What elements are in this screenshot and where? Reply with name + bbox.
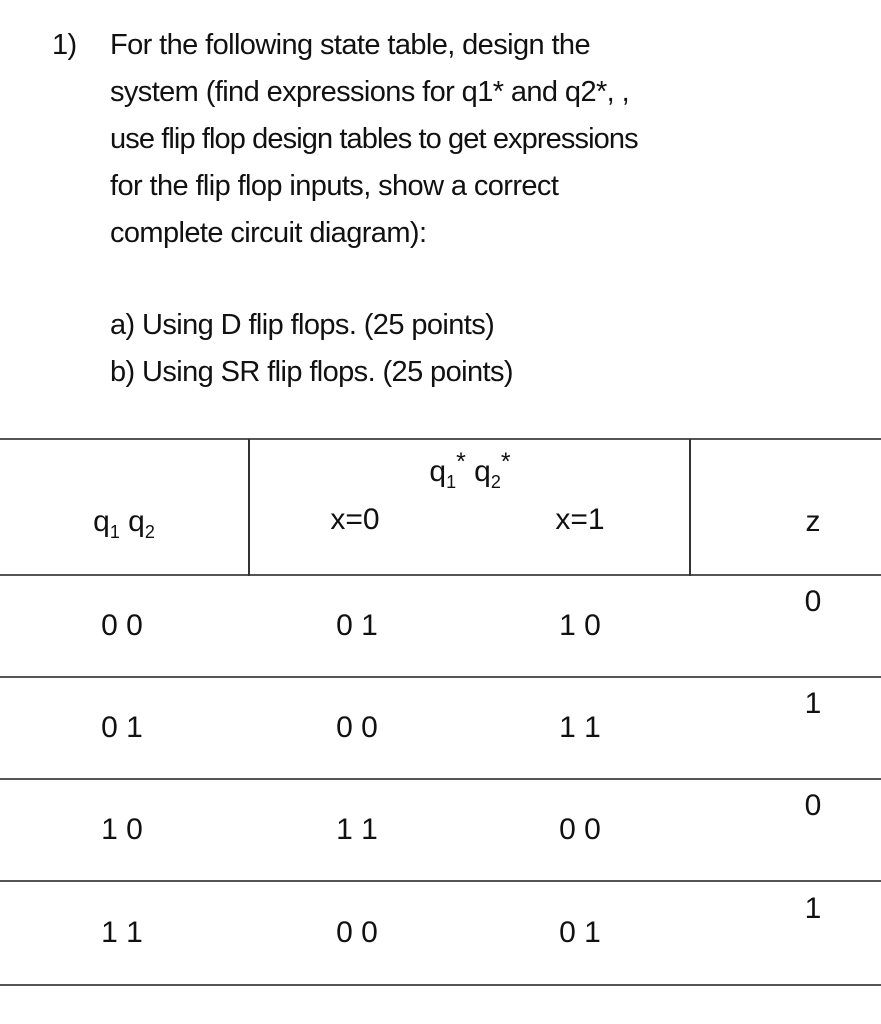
q2-symbol: q (474, 455, 491, 488)
z-cell: 0 (804, 789, 822, 822)
question-line: For the following state table, design the (110, 29, 590, 61)
header-present-state (93, 505, 155, 543)
q2-star: * (500, 448, 511, 476)
state-cell: 0 0 (101, 609, 143, 642)
x0-cell: 1 1 (336, 813, 378, 846)
q1-symbol: q (429, 455, 447, 488)
question-line: system (find expressions for q1* and q2*, , (110, 76, 630, 108)
question-text (110, 22, 638, 257)
z-cell: 1 (804, 892, 822, 925)
q1-subscript: 1 (109, 522, 120, 542)
table-rule (0, 574, 881, 576)
q1-symbol: q (93, 505, 110, 538)
state-cell: 1 1 (101, 916, 143, 949)
x1-cell: 0 0 (559, 813, 601, 846)
z-cell: 0 (804, 585, 822, 618)
x0-cell: 0 1 (336, 609, 378, 642)
q2-subscript: 2 (490, 472, 501, 492)
part-b: b) Using SR flip flops. (25 points) (110, 356, 513, 388)
table-rule (0, 984, 881, 986)
part-a: a) Using D flip flops. (25 points) (110, 309, 495, 341)
table-rule (0, 438, 881, 440)
x0-cell: 0 0 (336, 711, 378, 744)
question-line: use flip flop design tables to get expressions (110, 123, 638, 155)
x1-cell: 0 1 (559, 916, 601, 949)
header-z: z (805, 505, 821, 538)
question-parts (110, 302, 513, 396)
question-line: complete circuit diagram): (110, 217, 427, 249)
table-divider (689, 439, 691, 576)
state-cell: 0 1 (101, 711, 143, 744)
question-line: for the flip flop inputs, show a correct (110, 170, 559, 202)
x1-cell: 1 0 (559, 609, 601, 642)
header-x1: x=1 (555, 503, 605, 536)
q1-star: * (456, 448, 466, 476)
table-rule (0, 676, 881, 678)
q2-symbol: q (128, 505, 145, 538)
header-next-state (429, 448, 510, 493)
header-x0: x=0 (330, 503, 380, 536)
table-rule (0, 880, 881, 882)
state-cell: 1 0 (101, 813, 143, 846)
table-rule (0, 778, 881, 780)
x1-cell: 1 1 (559, 711, 601, 744)
x0-cell: 0 0 (336, 916, 378, 949)
question-number: 1) (52, 29, 77, 61)
q1-subscript: 1 (446, 472, 457, 492)
q2-subscript: 2 (144, 522, 155, 542)
table-divider (248, 439, 250, 576)
z-cell: 1 (804, 687, 822, 720)
